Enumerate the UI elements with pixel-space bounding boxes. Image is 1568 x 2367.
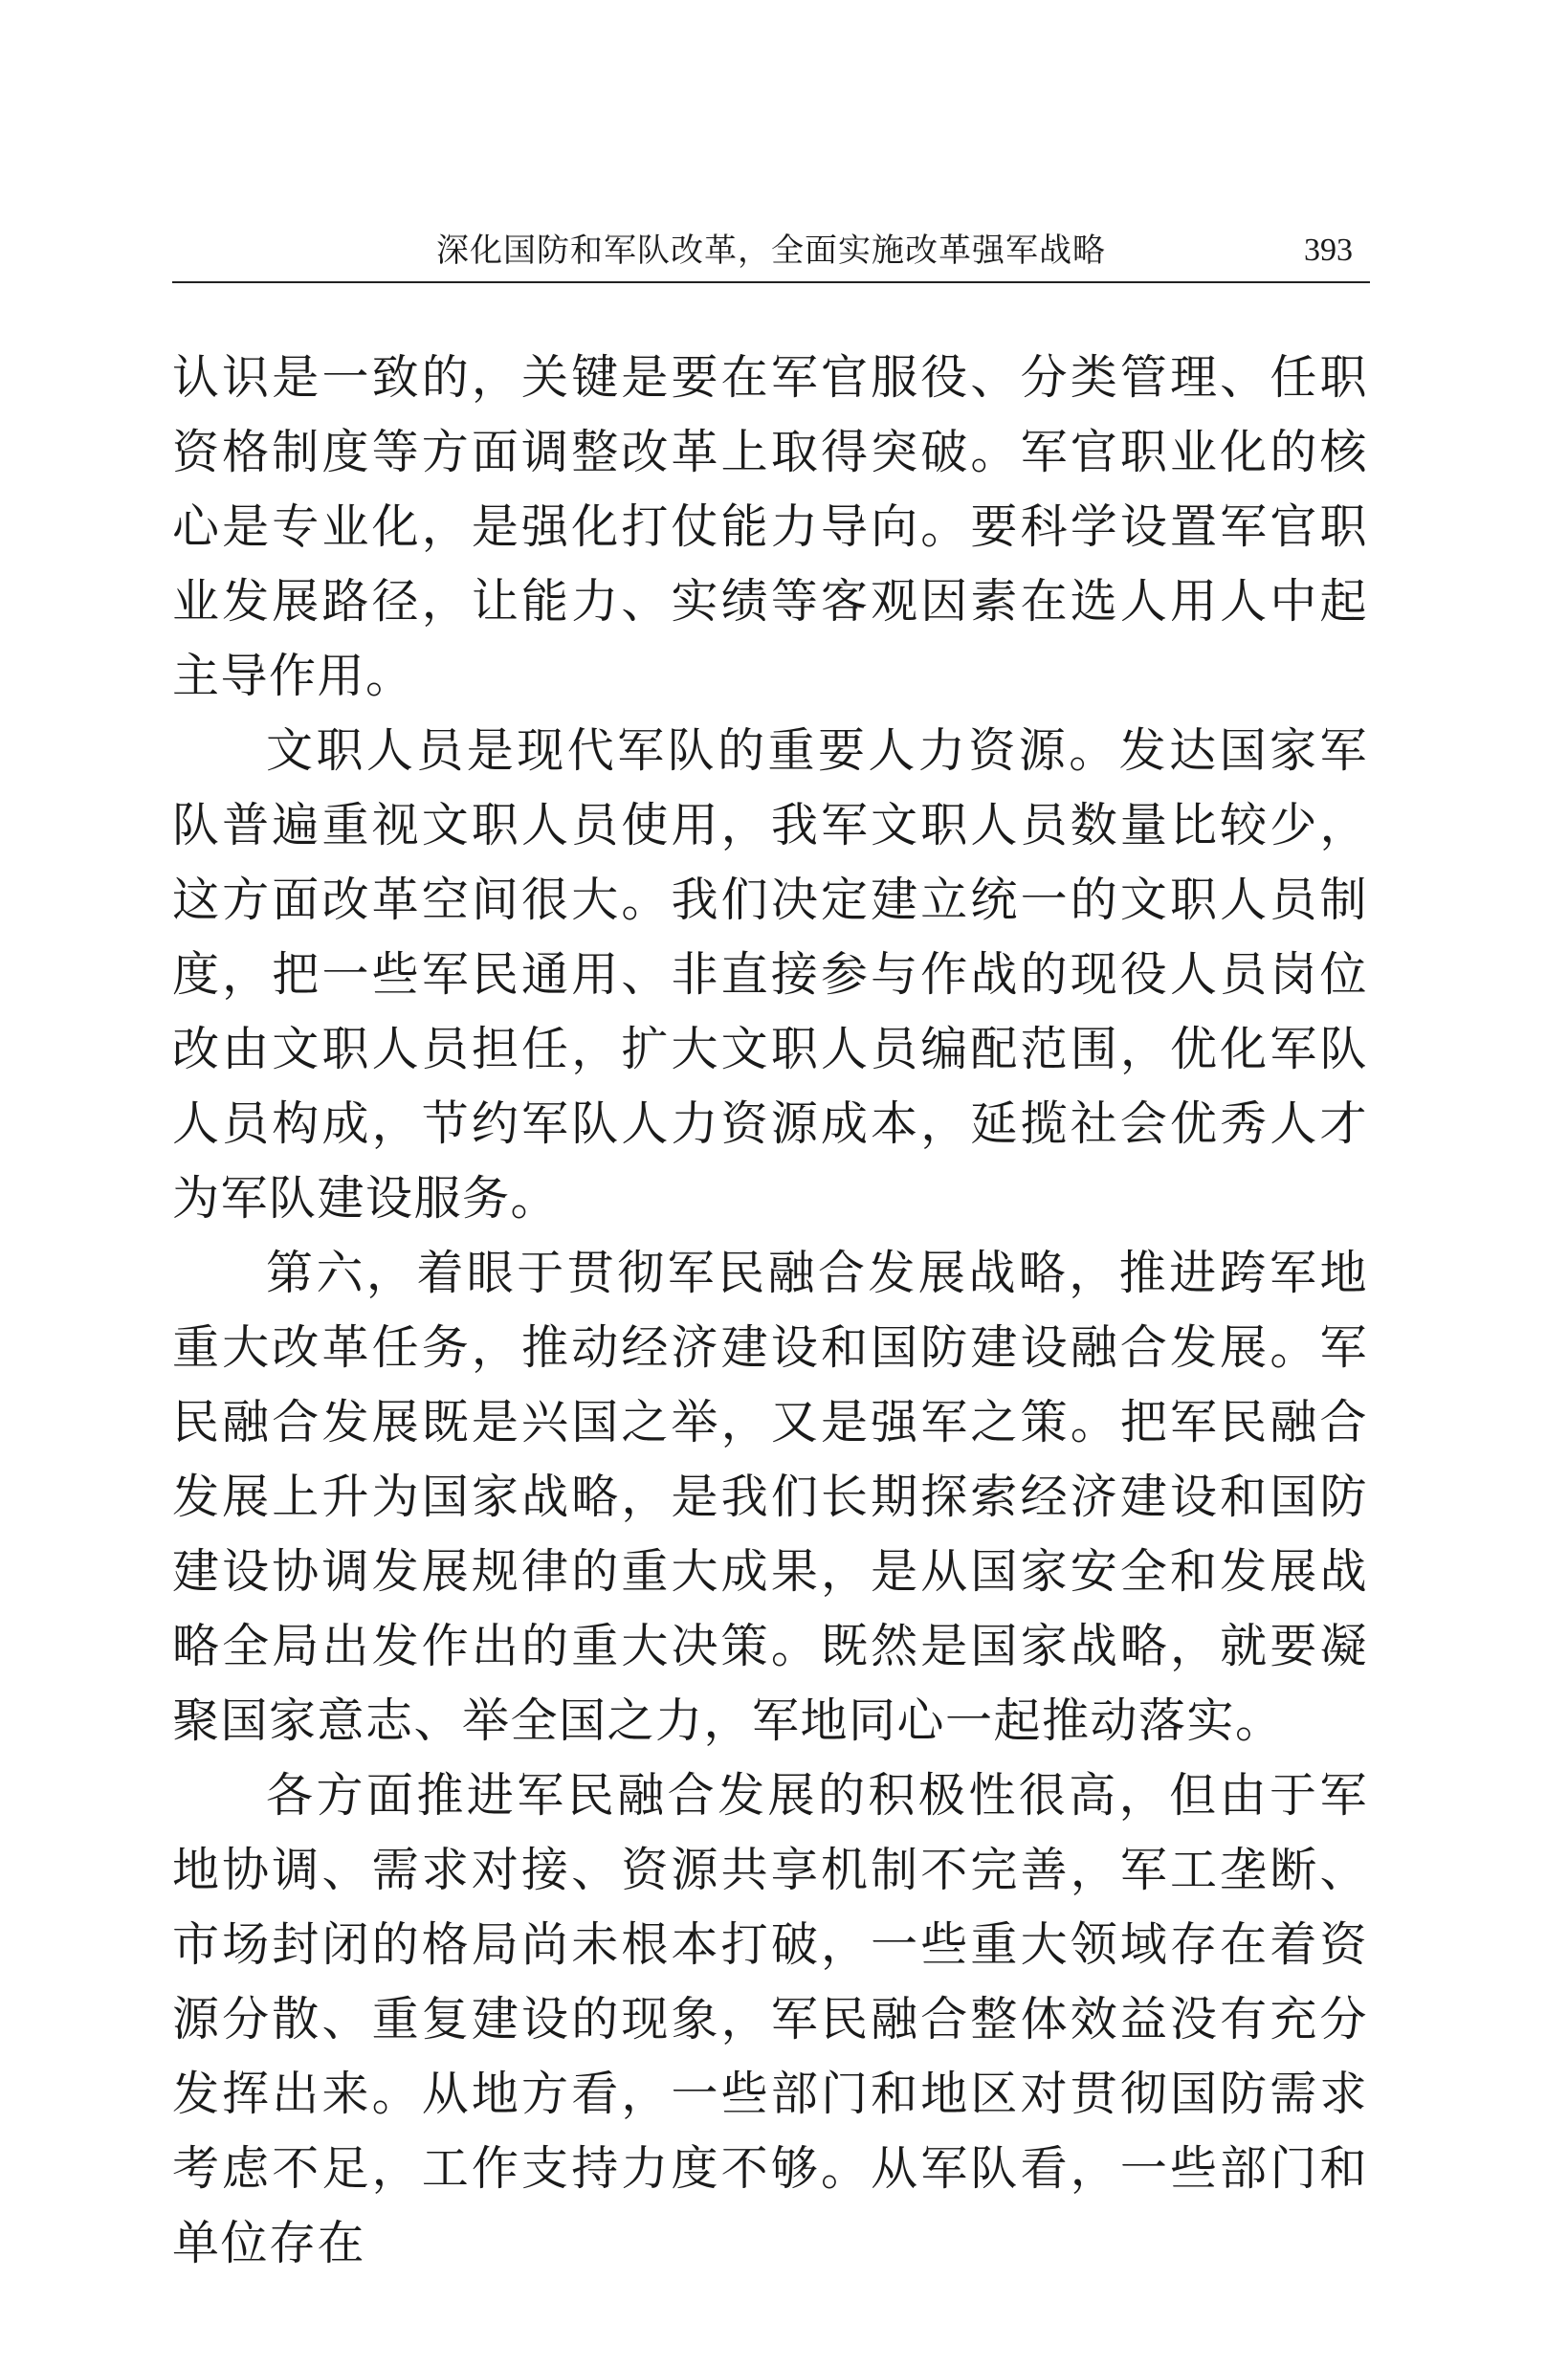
paragraph-civilian-staff: 文职人员是现代军队的重要人力资源。发达国家军队普遍重视文职人员使用，我军文职人员数量比较少，这方面改革空间很大。我们决定建立统一的文职人员制度，把一些军民通用、非直接参与作战的现役人员岗位改由文职人员担任，扩大文职人员编配范围，优化军队人员构成，节约军队人力资源成本，延揽社会优秀人才为军队建设服务。 <box>172 723 1368 1226</box>
paragraph-civil-military-integration: 各方面推进军民融合发展的积极性很高，但由于军地协调、需求对接、资源共享机制不完善，军工垄断、市场封闭的格局尚未根本打破，一些重大领域存在着资源分散、重复建设的现象，军民融合整体效益没有充分发挥出来。从地方看，一些部门和地区对贯彻国防需求考虑不足，工作支持力度不够。从军队看，一些部门和单位存在 <box>172 1768 1368 2270</box>
body-text <box>172 341 1368 2281</box>
paragraph-sixth-point: 第六，着眼于贯彻军民融合发展战略，推进跨军地重大改革任务，推动经济建设和国防建设融合发展。军民融合发展既是兴国之举，又是强军之策。把军民融合发展上升为国家战略，是我们长期探索经济建设和国防建设协调发展规律的重大成果，是从国家安全和发展战略全局出发作出的重大决策。既然是国家战略，就要凝聚国家意志、举全国之力，军地同心一起推动落实。 <box>172 1246 1368 1748</box>
running-header <box>172 228 1370 285</box>
header-title: 深化国防和军队改革，全面实施改革强军战略 <box>436 232 1106 270</box>
header-rule <box>172 281 1370 283</box>
page-number: 393 <box>1304 232 1353 268</box>
paragraph-continued: 认识是一致的，关键是要在军官服役、分类管理、任职资格制度等方面调整改革上取得突破。军官职业化的核心是专业化，是强化打仗能力导向。要科学设置军官职业发展路径，让能力、实绩等客观因素在选人用人中起主导作用。 <box>172 350 1368 703</box>
